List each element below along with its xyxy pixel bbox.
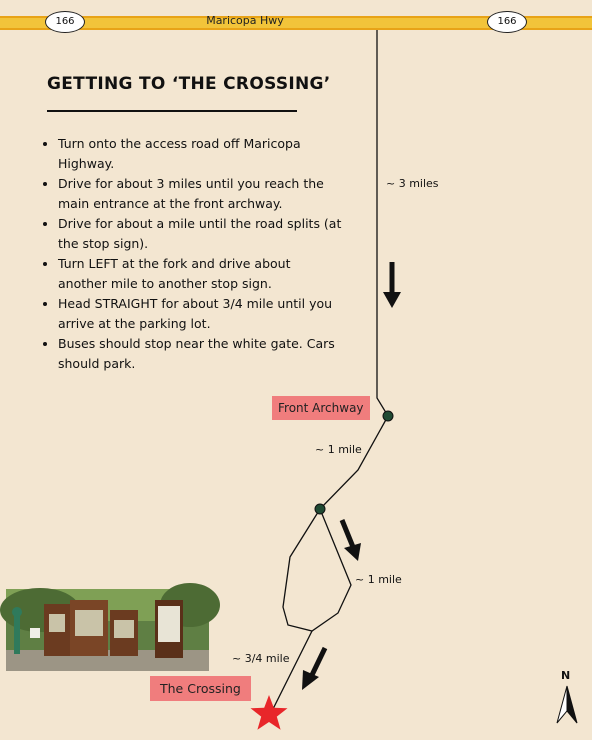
route-shield-right: 166 (487, 11, 527, 33)
direction-step-1: • Turn onto the access road off Maricopa Highway. (58, 134, 343, 174)
road-to-fork (320, 416, 388, 509)
distance-final: ~ 3/4 mile (232, 652, 290, 665)
direction-step-3: • Drive for about a mile until the road splits (at the stop sign). (58, 214, 343, 254)
direction-step-4: • Turn LEFT at the fork and drive about another mile to another stop sign. (58, 254, 343, 294)
page-title: GETTING TO ‘THE CROSSING’ (47, 74, 331, 94)
destination-star-icon (251, 695, 288, 730)
highway-name: Maricopa Hwy (206, 14, 284, 27)
fork-loop-road (283, 509, 351, 631)
direction-step-5: • Head STRAIGHT for about 3/4 mile until you arrive at the parking lot. (58, 294, 343, 334)
entrance-photo (0, 583, 220, 671)
access-road (377, 30, 388, 416)
direction-step-2: • Drive for about 3 miles until you reach the main entrance at the front archway. (58, 174, 343, 214)
north-label: N (561, 669, 571, 682)
direction-arrow-final (302, 648, 325, 690)
route-shield-left: 166 (45, 11, 85, 33)
distance-to-fork: ~ 1 mile (315, 443, 362, 456)
north-arrow-icon (557, 686, 577, 723)
archway-node-icon (383, 411, 393, 421)
distance-left-fork: ~ 1 mile (355, 573, 402, 586)
direction-step-6: • Buses should stop near the white gate. Cars should park. (58, 334, 343, 374)
distance-access-road: ~ 3 miles (386, 177, 439, 190)
direction-arrow-down (383, 262, 401, 308)
direction-arrow-fork (342, 520, 361, 561)
the-crossing-label: The Crossing (150, 676, 251, 701)
fork-node-icon (315, 504, 325, 514)
front-archway-label: Front Archway (272, 396, 370, 420)
